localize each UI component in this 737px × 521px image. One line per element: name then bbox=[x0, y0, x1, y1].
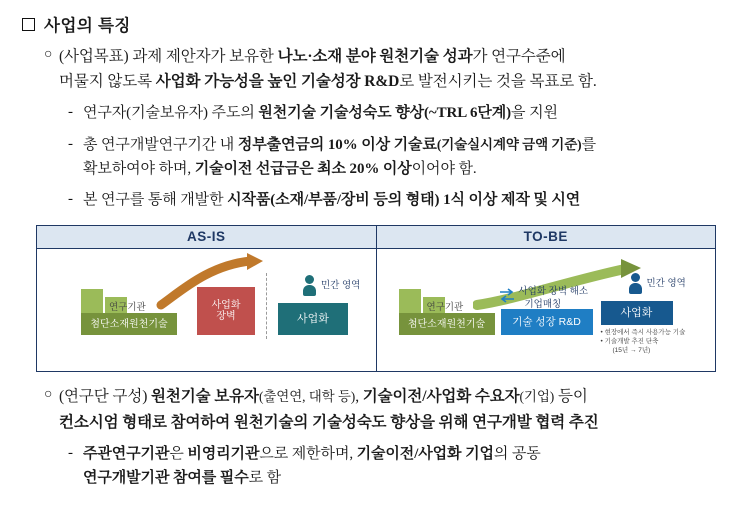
bullet-item-royalty bbox=[14, 133, 723, 182]
bullet-consortium-line2: 컨소시엄 형태로 참여하여 원천기술의 기술성숙도 향상을 위해 연구개발 협력 추진 bbox=[59, 413, 599, 431]
as-is-source-box: 첨단소재원천기술 bbox=[81, 313, 177, 335]
figure-pane-to-be bbox=[377, 249, 716, 371]
bullet-lead-org-line2 bbox=[83, 466, 541, 490]
dash-marker-icon: - bbox=[68, 191, 73, 208]
as-is-to-be-figure bbox=[36, 225, 716, 372]
bullet-goal-l2c: 로 발전시키는 것을 목표로 함. bbox=[399, 73, 597, 91]
bullet-consortium-l1d: 기술이전/사업화 수요자 bbox=[362, 388, 520, 406]
bullet-royalty-l2b: 기술이전 선급금은 최소 20% 이상 bbox=[194, 160, 412, 177]
bullet-goal-line2 bbox=[59, 69, 597, 94]
bullet-royalty-l1sm: (기술실시계약 금액 기준) bbox=[436, 136, 582, 152]
figure-body bbox=[37, 249, 715, 371]
square-marker-icon bbox=[22, 18, 35, 31]
to-be-commercial-box: 사업화 bbox=[601, 301, 673, 325]
bullet-consortium-l1sm1: (출연연, 대학 등) bbox=[258, 389, 356, 405]
bullet-item-prototype bbox=[14, 188, 723, 212]
bullet-royalty-l1a: 총 연구개발연구기간 내 bbox=[83, 136, 238, 153]
to-be-matching-label: 기업매칭 bbox=[524, 299, 562, 311]
bullet-consortium-l1sm2: (기업) bbox=[519, 389, 555, 405]
bullet-consortium-l1b: 원천기술 보유자 bbox=[151, 388, 259, 406]
bullet-trl-c: 을 지원 bbox=[511, 105, 558, 122]
bullet-lead-org-l1e: 기술이전/사업화 기업 bbox=[356, 445, 494, 462]
bullet-royalty-line2 bbox=[83, 157, 596, 181]
to-be-exchange-icon bbox=[499, 287, 515, 303]
bullet-item-lead-org bbox=[14, 442, 723, 491]
bullet-consortium-text bbox=[59, 384, 599, 434]
to-be-note-line-3: (15년 → 7년) bbox=[612, 347, 651, 355]
as-is-barrier-divider bbox=[266, 273, 267, 339]
bullet-royalty-l2c: 이어야 함. bbox=[411, 160, 477, 177]
bullet-item-consortium bbox=[14, 384, 723, 434]
dash-marker-icon: - bbox=[68, 104, 73, 121]
figure-header-to-be: TO-BE bbox=[523, 229, 568, 245]
as-is-person-icon bbox=[303, 275, 316, 297]
bullet-goal-l1b: 나노·소재 분야 원천기술 성과 bbox=[277, 48, 473, 65]
figure-header-as-is: AS-IS bbox=[37, 226, 377, 248]
as-is-blocked-arrow-icon bbox=[155, 253, 265, 311]
bullet-goal-text bbox=[59, 44, 597, 94]
bullet-royalty-l1c: 를 bbox=[581, 136, 596, 153]
bullet-royalty-l2a: 확보하여야 하며, bbox=[83, 160, 195, 177]
bullet-consortium-l1e: 등이 bbox=[554, 388, 588, 406]
bullet-lead-org-l1f: 의 공동 bbox=[493, 445, 541, 462]
bullet-trl-text bbox=[83, 101, 558, 125]
to-be-note-line-2: • 기술개발 추진 단축 bbox=[600, 338, 659, 346]
to-be-rnd-box: 기술 성장 R&D bbox=[501, 309, 593, 335]
to-be-source-label: 연구기관 bbox=[426, 302, 464, 314]
to-be-person-icon bbox=[629, 273, 642, 295]
bullet-royalty-l1b: 정부출연금의 10% 이상 기술료 bbox=[237, 136, 437, 153]
as-is-source-accent bbox=[81, 289, 103, 313]
bullet-lead-org-l1d: 으로 제한하며, bbox=[259, 445, 357, 462]
bullet-prototype-a: 본 연구를 통해 개발한 bbox=[83, 192, 228, 209]
page-title bbox=[22, 12, 723, 36]
as-is-barrier-label-1: 사업화 bbox=[211, 299, 241, 311]
bullet-item-goal bbox=[14, 44, 723, 94]
circle-marker-icon: ○ bbox=[44, 47, 53, 62]
dash-marker-icon: - bbox=[68, 444, 73, 461]
figure-pane-as-is bbox=[37, 249, 377, 371]
page-title-text: 사업의 특징 bbox=[44, 16, 131, 35]
bullet-goal-l1a: (사업목표) 과제 제안자가 보유한 bbox=[59, 48, 278, 65]
as-is-barrier-label-2: 장벽 bbox=[216, 311, 236, 323]
to-be-source-accent bbox=[399, 289, 421, 313]
bullet-lead-org-l2a: 연구개발기관 참여를 필수 bbox=[83, 469, 249, 486]
figure-header-row bbox=[37, 226, 715, 249]
bullet-consortium-l1c: , bbox=[355, 388, 363, 406]
to-be-private-label: 민간 영역 bbox=[646, 278, 686, 290]
dash-marker-icon: - bbox=[68, 135, 73, 152]
bullet-lead-org-l1c: 비영리기관 bbox=[187, 445, 260, 462]
bullet-goal-l2b: 사업화 가능성을 높인 기술성장 R&D bbox=[155, 73, 400, 91]
to-be-note-line-1: • 현장에서 즉시 사용가능 기술 bbox=[600, 329, 686, 337]
bullet-lead-org-l2b: 로 함 bbox=[248, 469, 282, 486]
bullet-prototype-b: 시작품(소재/부품/장비 등의 형태) 1식 이상 제작 및 시연 bbox=[227, 192, 581, 209]
as-is-source-label: 연구기관 bbox=[109, 302, 146, 314]
bullet-goal-l2a: 머물지 않도록 bbox=[59, 73, 156, 91]
bullet-prototype-text bbox=[83, 188, 580, 212]
bullet-item-trl bbox=[14, 101, 723, 125]
bullet-lead-org-l1b: 은 bbox=[169, 445, 188, 462]
bullet-consortium-l1a: (연구단 구성) bbox=[59, 388, 152, 406]
to-be-barrier-removed-label: 사업화 장벽 해소 bbox=[518, 286, 589, 298]
as-is-commercial-box: 사업화 bbox=[278, 303, 348, 335]
as-is-private-label: 민간 영역 bbox=[321, 280, 361, 292]
bullet-royalty-text bbox=[83, 133, 596, 182]
circle-marker-icon: ○ bbox=[44, 387, 53, 403]
bullet-lead-org-text bbox=[83, 442, 541, 491]
to-be-source-box: 첨단소재원천기술 bbox=[399, 313, 495, 335]
bullet-trl-b: 원천기술 기술성숙도 향상(~TRL 6단계) bbox=[258, 105, 512, 122]
bullet-lead-org-l1a: 주관연구기관 bbox=[83, 445, 170, 462]
bullet-goal-l1c: 가 연구수준에 bbox=[472, 48, 566, 65]
bullet-trl-a: 연구자(기술보유자) 주도의 bbox=[83, 105, 259, 122]
